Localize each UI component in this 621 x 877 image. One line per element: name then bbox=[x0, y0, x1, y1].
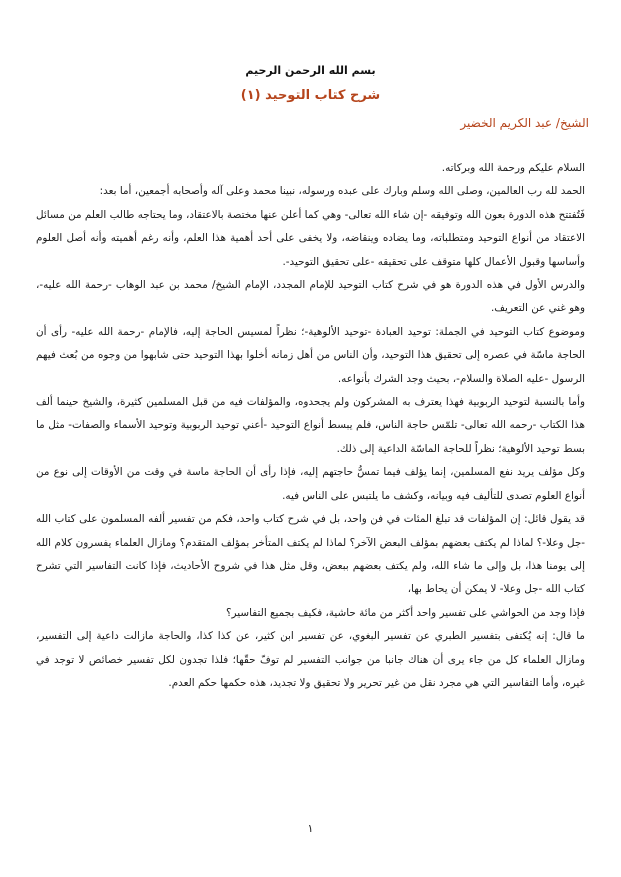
paragraph: وكل مؤلف يريد نفع المسلمين، إنما يؤلف فيما تمسُّ حاجتهم إليه، فإذا رأى أن الحاجة ماسة في وقت من الأوقات إلى نوع من أنواع العلوم تصدى للتأليف فيه وبيانه، وكشف ما يلتبس على الناس فيه. bbox=[36, 466, 585, 502]
paragraph: فَتُفتتح هذه الدورة بعون الله وتوفيقه -إن شاء الله تعالى- وهي كما أعلن عنها مختصة بالاعتقاد، وما يحتاجه طالب العلم من مسائل الاعتقاد من أنواع التوحيد ومتطلباته، وما يضاده وينقاضه، ولا يخفى على أحد أهمية هذا العلم، وأنه رغم أهميته وأنه أصل العلوم وأساسها وقبول الأعمال كلها متوقف على تحقيقه -على تحقيق التوحيد-. bbox=[36, 208, 585, 268]
paragraph: فإذا وجد من الحواشي على تفسير واحد أكثر من مائة حاشية، فكيف بجميع التفاسير؟ bbox=[226, 606, 585, 619]
body-text bbox=[36, 157, 585, 695]
paragraph: الحمد لله رب العالمين، وصلى الله وسلم وبارك على عبده ورسوله، نبينا محمد وعلى آله وأصحابه أجمعين، أما بعد: bbox=[99, 185, 585, 198]
basmala: بسم الله الرحمن الرحيم bbox=[245, 64, 376, 77]
paragraph: ما قال: إنه يُكتفى بتفسير الطبري عن تفسير البغوي، عن تفسير ابن كثير، عن كذا كذا، والحاجة مازالت داعية إلى التفسير، ومازال العلماء كل من جاء يرى أن هناك جانبا من جوانب التفسير لم توفّ حقّها؛ فلذا تجدون لكل تفسير خصائص لا توجد في غيره، وأما التفاسير التي هي مجرد نقل من غير تحرير ولا تحقيق ولا تجديد، هذه حكمها حكم العدم. bbox=[36, 630, 585, 689]
paragraph: قد يقول قائل: إن المؤلفات قد تبلغ المئات في فن واحد، بل في شرح كتاب واحد، فكم من تفسير ألفه المسلمون على كتاب الله -جل وعلا-؟ لماذا لم يكتف بعضهم بمؤلف البعض الآخر؟ لماذا لم يكتف المتأخر بمؤلف المتقدم؟ ومازال العلماء يفسرون كلام الله إلى يومنا هذا، بل وإلى ما شاء الله، ولم يكتف بعضهم ببعض، وقل مثل هذا في شروح الأحاديث، فإذا كانت التفاسير التي تشرح كتاب الله -جل وعلا- لا يمكن أن يحاط بها، bbox=[36, 513, 585, 596]
paragraph: والدرس الأول في هذه الدورة هو في شرح كتاب التوحيد للإمام المجدد، الإمام الشيخ/ محمد بن عبد الوهاب -رحمة الله عليه-، وهو غني عن التعريف. bbox=[36, 279, 585, 315]
paragraph: وموضوع كتاب التوحيد في الجملة: توحيد العبادة -توحيد الألوهية-؛ نظراً لمسيس الحاجة إليه، فالإمام -رحمة الله عليه- رأى أن الحاجة ماسّة في عصره إلى تحقيق هذا التوحيد، وأن الناس من أهل زمانه أخلوا بهذا التوحيد حتى شابهوا من وجوه من بُعث فيهم الرسول -عليه الصلاة والسلام-، بحيث وجد الشرك بأنواعه. bbox=[36, 325, 585, 385]
author-line: الشيخ/ عبد الكريم الخضير bbox=[460, 116, 589, 130]
document-title: شرح كتاب التوحيد (١) bbox=[240, 88, 381, 103]
paragraph: السلام عليكم ورحمة الله وبركاته. bbox=[441, 162, 585, 174]
paragraph: وأما بالنسبة لتوحيد الربوبية فهذا يعترف به المشركون ولم يجحدوه، والمؤلفات فيه من قبل المسلمين كثيرة، والشيخ حينما ألف هذا الكتاب -رحمه الله تعالى- تلمّس حاجة الناس، فلم يبسط أنواع التوحيد -أعني توحيد الربوبية وتوحيد الأسماء والصفات- مثل ما بسط توحيد الألوهية؛ نظراً للحاجة الماسّة الداعية إلى ذلك. bbox=[36, 396, 585, 455]
page-number: ١ bbox=[307, 822, 314, 835]
